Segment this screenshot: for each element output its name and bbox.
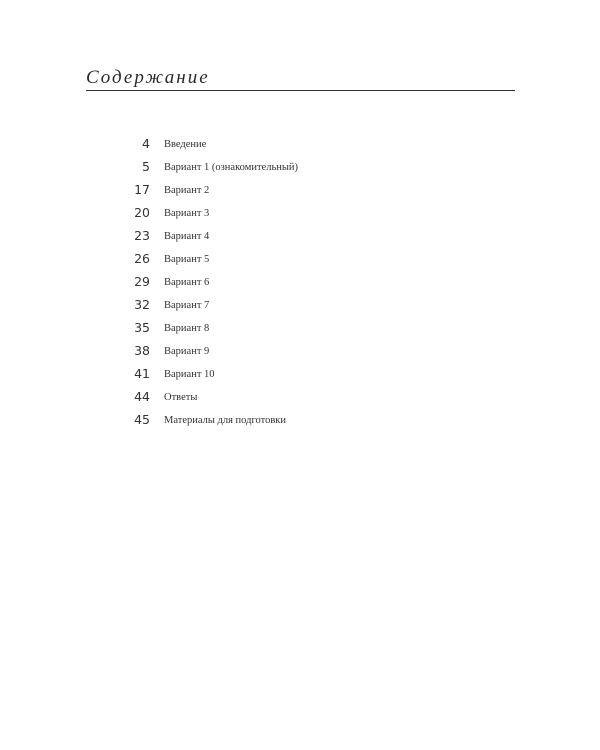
toc-entry-variant-4[interactable] — [120, 226, 480, 249]
toc-entry-label: Вариант 3 — [164, 208, 210, 219]
toc-page-number: 5 — [142, 159, 150, 174]
toc-page-number: 38 — [134, 343, 150, 358]
toc-entry-variant-2[interactable] — [120, 180, 480, 203]
toc-entry-label: Вариант 7 — [164, 300, 210, 311]
toc-page-number: 44 — [134, 389, 150, 404]
toc-entry-variant-10[interactable] — [120, 364, 480, 387]
toc-page-number: 32 — [134, 297, 150, 312]
toc-entry-label: Вариант 2 — [164, 185, 210, 196]
toc-entry-variant-8[interactable] — [120, 318, 480, 341]
toc-entry-variant-1[interactable] — [120, 157, 480, 180]
toc-page-number: 17 — [134, 182, 150, 197]
contents-title: Содержание — [86, 67, 210, 88]
toc-entry-label: Вариант 5 — [164, 254, 210, 265]
toc-entry-answers[interactable] — [120, 387, 480, 410]
toc-entry-preparation-materials[interactable] — [120, 410, 480, 433]
toc-entry-label: Вариант 9 — [164, 346, 210, 357]
toc-entry-variant-3[interactable] — [120, 203, 480, 226]
contents-heading — [86, 66, 515, 91]
toc-entry-variant-9[interactable] — [120, 341, 480, 364]
toc-entry-label: Введение — [164, 139, 207, 150]
toc-entry-label: Вариант 10 — [164, 369, 215, 380]
toc-entry-label: Вариант 4 — [164, 231, 210, 242]
toc-page-number: 23 — [134, 228, 150, 243]
toc-entry-label: Вариант 1 (ознакомительный) — [164, 162, 299, 173]
toc-page-number: 45 — [134, 412, 150, 427]
toc-entry-variant-7[interactable] — [120, 295, 480, 318]
toc-entry-variant-5[interactable] — [120, 249, 480, 272]
toc-page-number: 4 — [142, 136, 150, 151]
toc-entry-variant-6[interactable] — [120, 272, 480, 295]
toc-page-number: 35 — [134, 320, 150, 335]
toc-page-number: 29 — [134, 274, 150, 289]
toc-entry-label: Вариант 6 — [164, 277, 210, 288]
toc-entry-label: Ответы — [164, 392, 198, 403]
toc-entry-introduction[interactable] — [120, 134, 480, 157]
toc-page-number: 26 — [134, 251, 150, 266]
toc-entry-label: Вариант 8 — [164, 323, 210, 334]
toc-page-number: 20 — [134, 205, 150, 220]
toc-page-number: 41 — [134, 366, 150, 381]
table-of-contents — [120, 134, 480, 433]
toc-entry-label: Материалы для подготовки — [164, 415, 286, 426]
